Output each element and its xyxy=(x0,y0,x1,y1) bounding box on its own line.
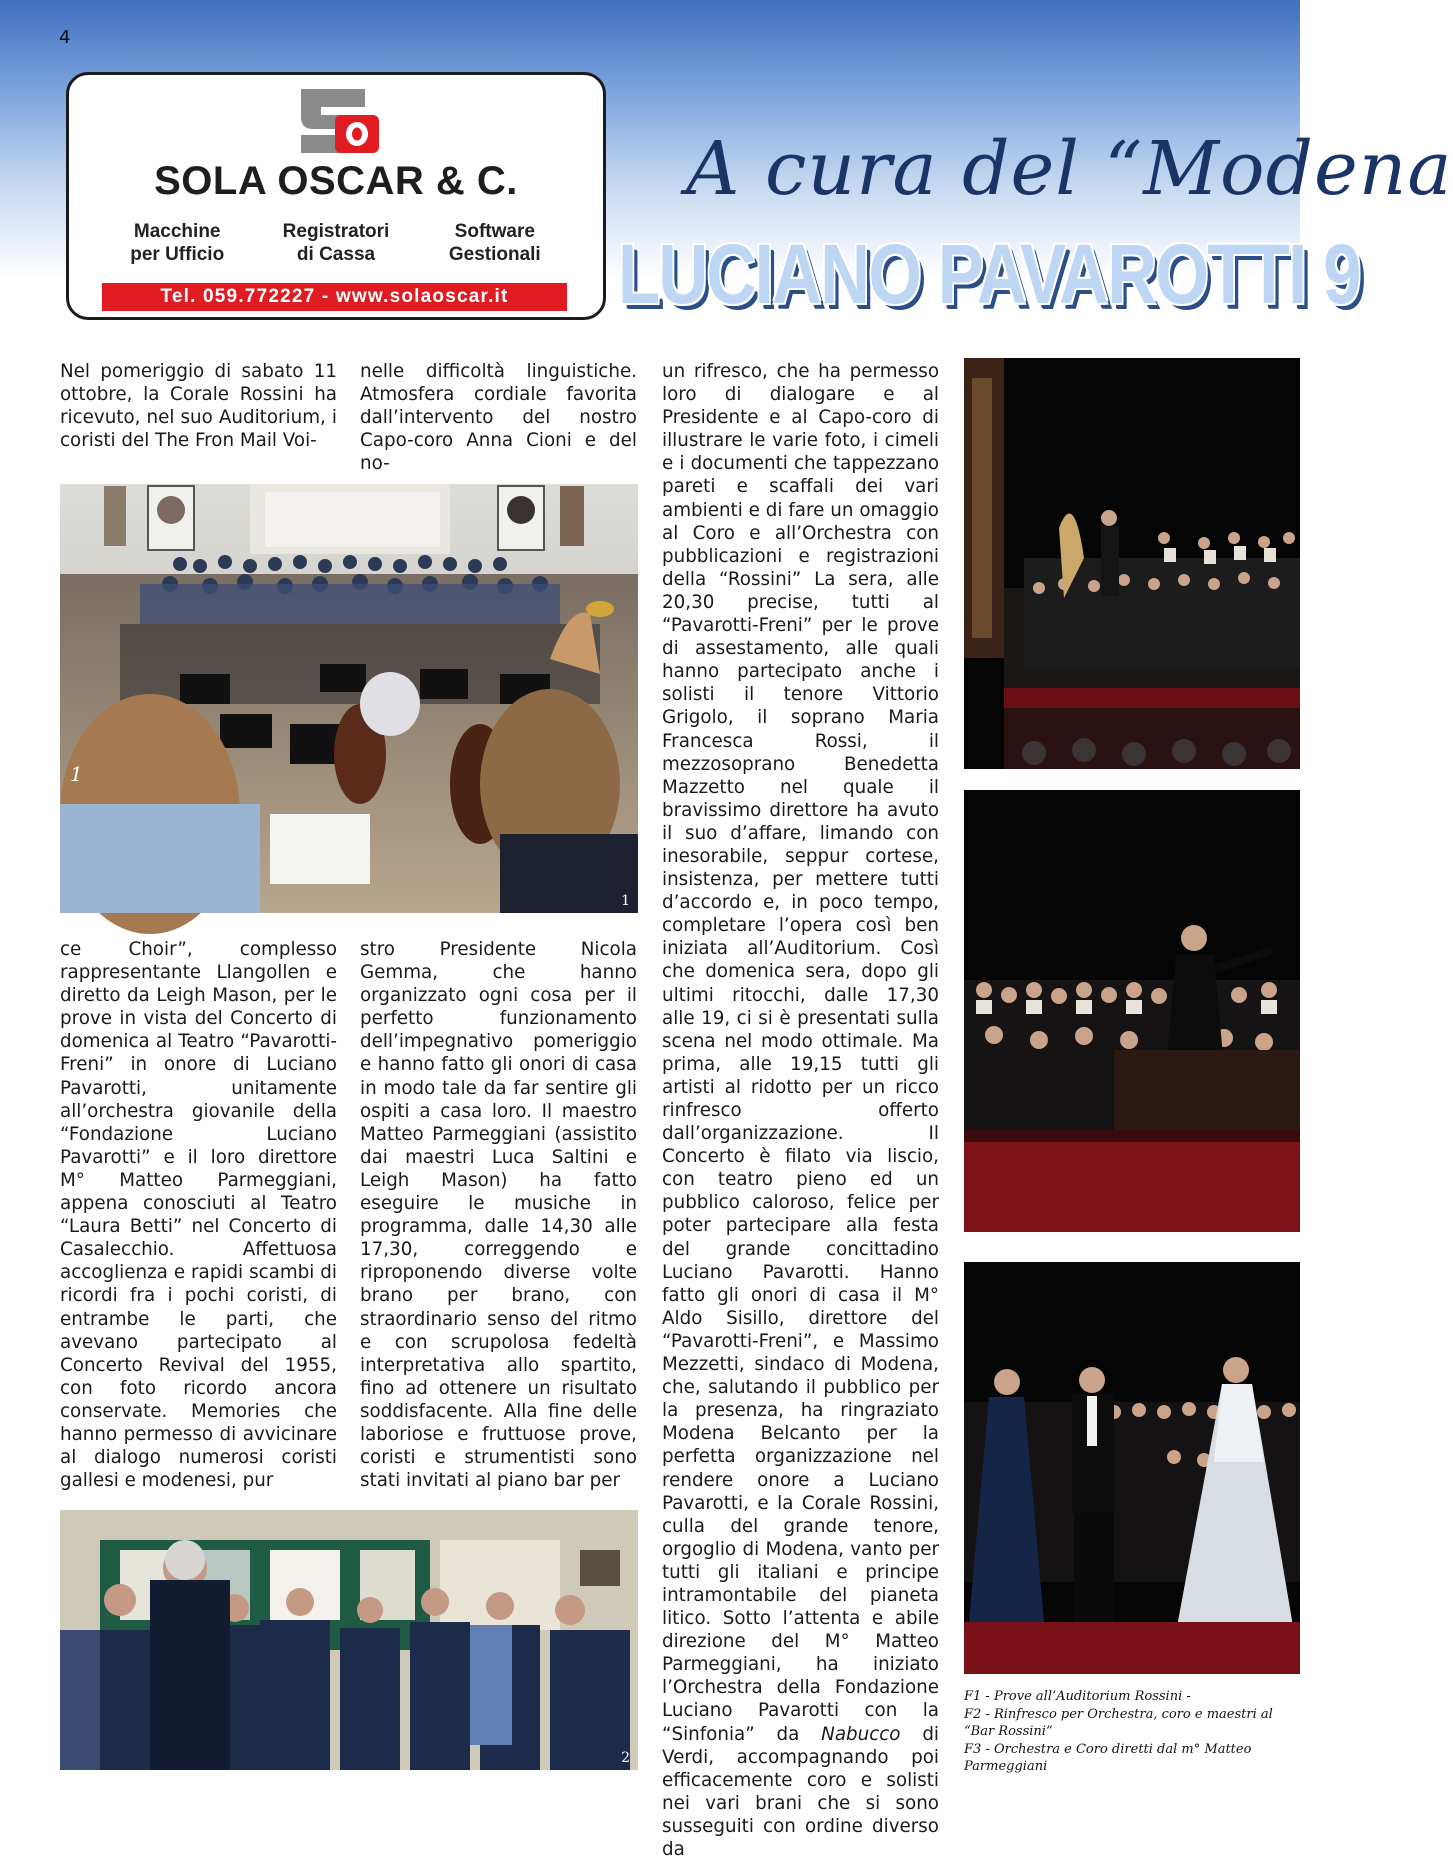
article-col2-bottom: stro Presidente Nicola Gemma, che hanno organizzato ogni cosa per il perfetto funzionamento dell’impegnativo pomeriggio e hanno fatto gli onori di casa in modo tale da far sentire gli ospiti a casa loro. Il maestro Matteo Parmeggiani (assistito dai maestri Luca Saltini e Leigh Mason) ha fatto eseguire le musiche in programma, dalle 14,30 alle 17,30, correggendo e riproponendo diverse volte brano per brano, con straordinario senso del ritmo e con scrupolosa fedeltà interpretativa allo spartito, fino ad ottenere un risultato soddisfacente. Alla fine delle laboriose e fruttuose prove, coristi e strumentisti sono stati invitati al piano bar per xyxy=(360,939,637,1492)
product-list xyxy=(99,220,573,266)
photo-label-right: 1 xyxy=(621,893,630,909)
photo-captions xyxy=(964,1688,1284,1776)
article-col1-bottom: ce Choir”, complesso rappresentante Llangollen e diretto da Leigh Mason, per le prove in vista del Concerto di domenica al Teatro “Pavarotti-Freni” in onore di Luciano Pavarotti, unitamente all’orchestra giovanile della “Fondazione Luciano Pavarotti” e il loro direttore M° Matteo Parmeggiani, appena conosciuti al Teatro “Laura Betti” nel Concerto di Casalecchio. Affettuosa accoglienza e rapidi scambi di ricordi fra i pochi coristi, di entrambe le parti, che avevano partecipato al Concerto Revival del 1955, con foto ricordo ancora conservate. Memories che hanno permesso di avvicinare al dialogo numerosi coristi gallesi e modenesi, pur xyxy=(60,939,337,1492)
sola-oscar-logo xyxy=(295,85,383,157)
section-script-title: A cura del “Modena xyxy=(686,126,1453,212)
article-col3-tail: di Verdi, accompagnando poi efficacemente coro e solisti nei vari brani che si sono susseguiti con ordine diverso da xyxy=(662,1723,939,1860)
photo-buffet xyxy=(60,1510,638,1770)
company-name: SOLA OSCAR & C. xyxy=(154,159,518,203)
product-line: Macchine xyxy=(133,221,221,242)
concert-image-2 xyxy=(964,790,1300,1232)
concert-image-1 xyxy=(964,358,1300,769)
caption-f1: F1 - Prove all’Auditorium Rossini - xyxy=(964,1689,1191,1704)
photo-label-left: 1 xyxy=(70,762,83,786)
product-item xyxy=(258,220,414,266)
contact-bar: Tel. 059.772227 - www.solaoscar.it xyxy=(102,283,567,311)
buffet-image xyxy=(60,1510,638,1770)
photo-rehearsal xyxy=(60,484,638,913)
article-col3-italic: Nabucco xyxy=(821,1723,901,1745)
product-item xyxy=(99,220,255,266)
concert-image-3 xyxy=(964,1262,1300,1674)
photo-concert-1 xyxy=(964,358,1300,769)
product-line: di Cassa xyxy=(296,244,376,265)
product-line: Gestionali xyxy=(448,244,541,265)
product-line: Registratori xyxy=(282,221,390,242)
photo-concert-3 xyxy=(964,1262,1300,1674)
article-col2-top: nelle difficoltà linguistiche. Atmosfera cordiale favorita dall’intervento del nostro Capo-coro Anna Cioni e del no- xyxy=(360,361,637,475)
article-col3 xyxy=(662,360,939,1860)
section-big-title: LUCIANO PAVAROTTI 9 xyxy=(618,227,1360,321)
advertisement xyxy=(66,72,606,320)
product-item xyxy=(417,220,573,266)
product-line: Software xyxy=(454,221,535,242)
photo-label-buffet: 2 xyxy=(621,1750,630,1766)
caption-f2: F2 - Rinfresco per Orchestra, coro e maestri al “Bar Rossini” xyxy=(964,1706,1273,1739)
article-col3-main: un rifresco, che ha permesso loro di dialogare e al Presidente e al Capo-coro di illustrare le varie foto, i cimeli e i documenti che tappezzano pareti e scaffali dei vari ambienti e di fare un omaggio al Coro e all’Orchestra con pubblicazioni e registrazioni della “Rossini” La sera, alle 20,30 precise, tutti al “Pavarotti-Freni” per le prove di assestamento, alle quali hanno partecipato anche i solisti il tenore Vittorio Grigolo, il soprano Maria Francesca Rossi, il mezzosoprano Benedetta Mazzetto nel quale il bravissimo direttore ha avuto il suo d’affare, limando con inesorabile, seppur cortese, insistenza, per mettere tutti d’accordo e, in poco tempo, completare l’opera così ben iniziata all’Auditorium. Così che domenica sera, dopo gli ultimi ritocchi, dalle 17,30 alle 19, ci si è presentati sulla scena nel modo ottimale. Ma prima, alle 19,15 tutti gli artisti al ridotto per un ricco rinfresco offerto dall’organizzazione. Il Concerto è filato via liscio, con teatro pieno ed un pubblico caloroso, felice per poter partecipare alla festa del grande concittadino Luciano Pavarotti. Hanno fatto gli onori di casa il M° Aldo Sisillo, direttore del “Pavarotti-Freni”, e Massimo Mezzetti, sindaco di Modena, che, salutando il pubblico per la presenza, ha ringraziato Modena Belcanto per la perfetta organizzazione nel rendere onore a Luciano Pavarotti, e la Corale Rossini, culla del grande tenore, orgoglio di Modena, vanto per tutti gli italiani e principe intramontabile del pianeta litico. Sotto l’attenta e abile direzione del M° Matteo Parmeggiani, ha iniziato l’Orchestra della Fondazione Luciano Pavarotti con la “Sinfonia” da xyxy=(662,361,939,1745)
article-col1-top: Nel pomeriggio di sabato 11 ottobre, la Corale Rossini ha ricevuto, nel suo Auditorium, i coristi del The Fron Mail Voi- xyxy=(60,361,337,452)
rehearsal-image xyxy=(60,484,638,913)
caption-f3: F3 - Orchestra e Coro diretti dal m° Matteo Parmeggiani xyxy=(964,1741,1252,1774)
page-number: 4 xyxy=(59,27,71,48)
photo-concert-2 xyxy=(964,790,1300,1232)
product-line: per Ufficio xyxy=(130,244,225,265)
